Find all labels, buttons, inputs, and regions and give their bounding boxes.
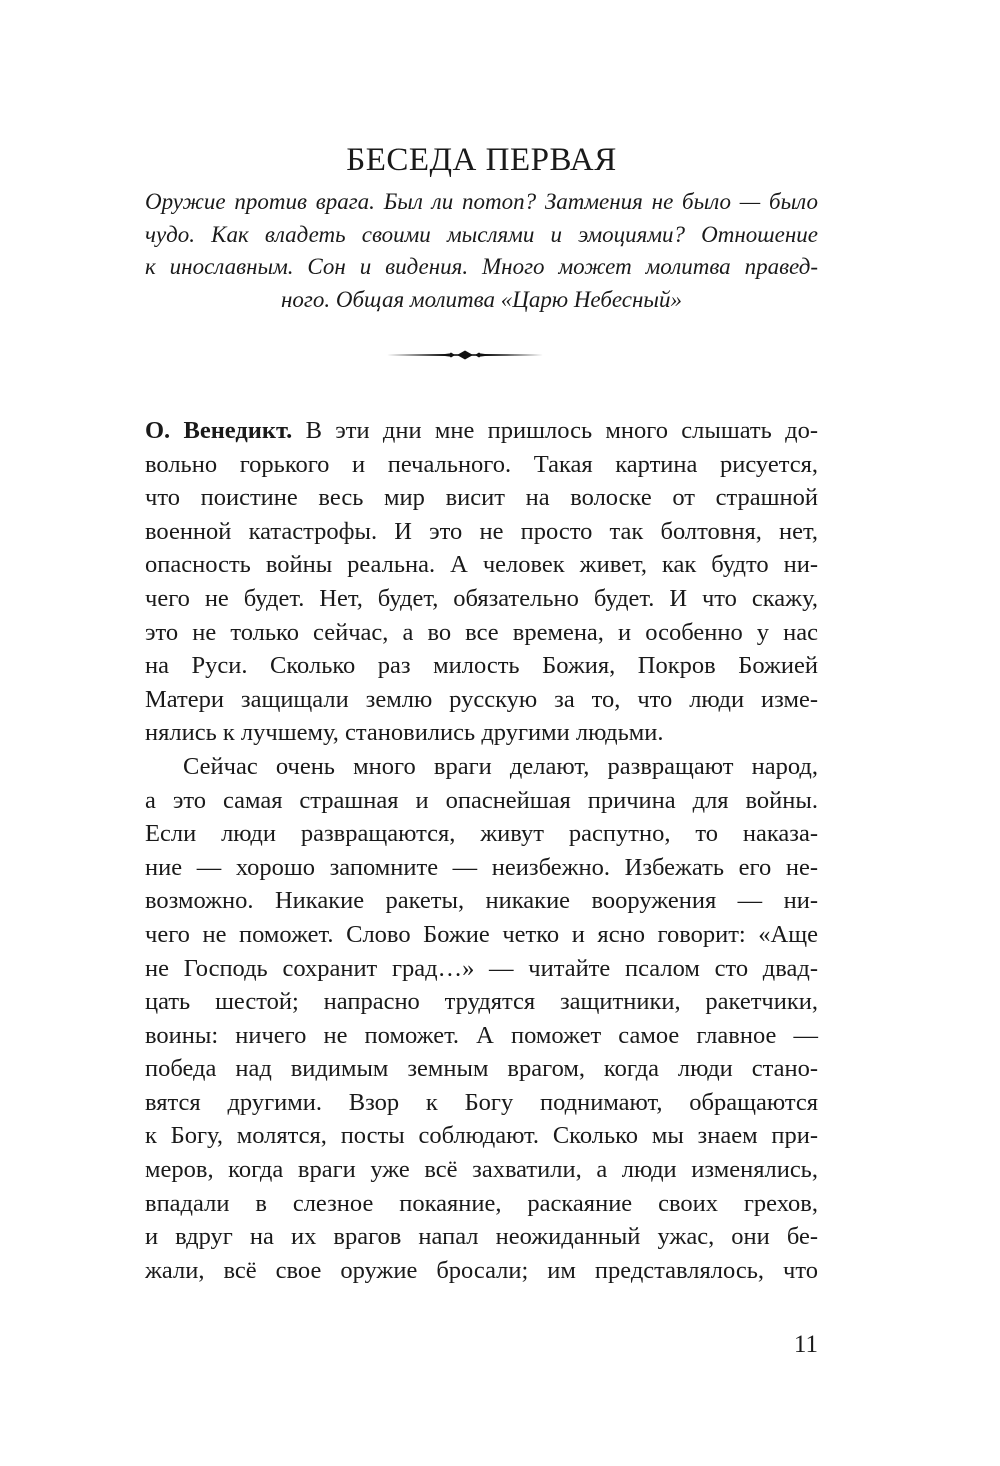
text-line: меров, когда враги уже всё захватили, а люди изменялись, — [145, 1156, 818, 1184]
text-line: опасность войны реальна. А человек живет, как будто ни- — [145, 551, 818, 579]
text-line: к Богу, молятся, посты соблюдают. Сколько мы знаем при- — [145, 1122, 818, 1150]
text-line: победа над видимым земным врагом, когда люди стано- — [145, 1055, 818, 1083]
text-line: чего не поможет. Слово Божие четко и ясно говорит: «Аще — [145, 920, 818, 948]
text-line: на Руси. Сколько раз милость Божия, Покров Божией — [145, 652, 818, 680]
text-line: это не только сейчас, а во все времена, и особенно у нас — [145, 618, 818, 646]
text-line: не Господь сохранит град…» — читайте псалом сто двад- — [145, 954, 818, 982]
text-line: Матери защищали землю русскую за то, что люди изме- — [145, 685, 818, 713]
summary-line: чудо. Как владеть своими мыслями и эмоциями? Отношение — [145, 221, 818, 247]
text-line: что поистине весь мир висит на волоске от страшной — [145, 484, 818, 512]
chapter-title: БЕСЕДА ПЕРВАЯ — [346, 142, 617, 178]
text-line: жали, всё свое оружие бросали; им представлялось, что — [145, 1256, 818, 1284]
text-line: вольно горького и печального. Такая картина рисуется, — [145, 450, 818, 478]
text-line: а это самая страшная и опаснейшая причина для войны. — [145, 786, 818, 814]
text-line: впадали в слезное покаяние, раскаяние своих грехов, — [145, 1189, 818, 1217]
text-line: О. Венедикт. В эти дни мне пришлось много слышать до- — [145, 417, 818, 444]
body-text — [145, 414, 818, 1287]
ornament-divider-icon — [385, 345, 545, 365]
page-number: 11 — [793, 1331, 818, 1358]
chapter-summary — [145, 186, 818, 316]
text-line: чего не будет. Нет, будет, обязательно будет. И что скажу, — [145, 584, 818, 612]
text-line: цать шестой; напрасно трудятся защитники, ракетчики, — [145, 988, 818, 1016]
text-line: воины: ничего не поможет. А поможет самое главное — — [145, 1021, 818, 1049]
text-line: вятся другими. Взор к Богу поднимают, обращаются — [145, 1088, 818, 1116]
text-line: возможно. Никакие ракеты, никакие вооружения — ни- — [145, 887, 818, 915]
book-page — [145, 0, 818, 1466]
text-line: и вдруг на их врагов напал неожиданный ужас, они бе- — [145, 1223, 818, 1251]
summary-line: к инославным. Сон и видения. Много может молитва правед- — [145, 254, 818, 279]
speaker-name: О. Венедикт. — [145, 417, 293, 444]
text-line: нялись к лучшему, становились другими людьми. — [145, 719, 664, 747]
text-line: ние — хорошо запомните — неизбежно. Избежать его не- — [145, 853, 818, 881]
text-line: военной катастрофы. И это не просто так болтовня, нет, — [145, 517, 818, 545]
text-line: Сейчас очень много враги делают, развращают народ, — [183, 752, 818, 780]
summary-line: ного. Общая молитва «Царю Небесный» — [280, 286, 683, 312]
text-line: Если люди развращаются, живут распутно, то наказа- — [145, 820, 818, 848]
summary-line: Оружие против врага. Был ли потоп? Затмения не было — было — [145, 189, 818, 214]
